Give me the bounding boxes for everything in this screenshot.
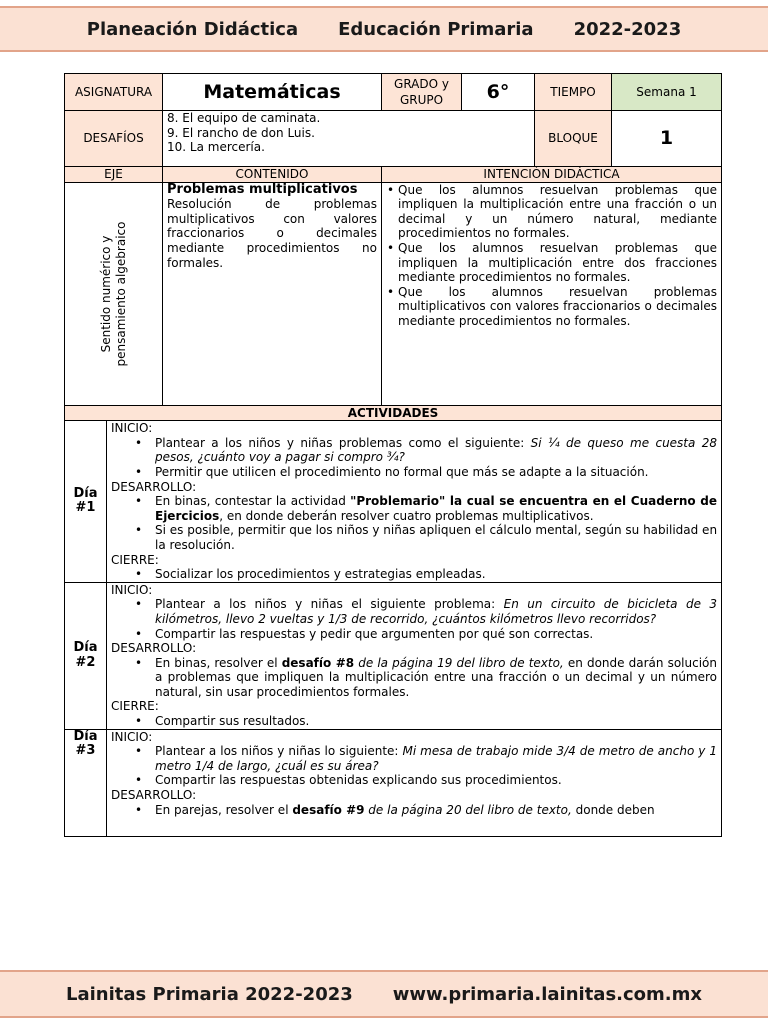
desafio-item: 8. El equipo de caminata. — [167, 111, 321, 125]
desarrollo-item: • Si es posible, permitir que los niños y niñas apliquen el cálculo mental, según su habilidad en la resolución. — [155, 523, 717, 552]
info-row-2 — [65, 111, 722, 167]
actividades-header: ACTIVIDADES — [65, 405, 722, 421]
cierre-label: CIERRE: — [111, 552, 159, 567]
header-year: 2022-2023 — [573, 18, 682, 40]
desarrollo-label: DESARROLLO: — [111, 641, 197, 656]
bloque-label: BLOQUE — [535, 111, 612, 167]
footer-url: www.primaria.lainitas.com.mx — [392, 983, 702, 1005]
desarrollo-list — [111, 494, 717, 552]
day-label: Día #3 — [65, 729, 107, 836]
desafio-item: 10. La mercería. — [167, 140, 265, 155]
cierre-list — [111, 714, 717, 729]
tiempo-label: TIEMPO — [535, 74, 612, 111]
info-row-1 — [65, 74, 722, 111]
intencion-item: • Que los alumnos resuelvan problemas que impliquen la multiplicación entre una fracción o un decimal y un número natural, mediante procedimientos no formales. — [398, 183, 717, 241]
inicio-list — [111, 744, 717, 788]
contenido-text: Resolución de problemas multiplicativos con valores fraccionarios o decimales mediante procedimientos no formales. — [167, 197, 378, 270]
day-row — [65, 582, 722, 729]
inicio-item: • Permitir que utilicen el procedimiento no formal que más se adapte a la situación. — [155, 465, 717, 480]
footer-left: Lainitas Primaria 2022-2023 — [66, 983, 353, 1005]
day-activities — [107, 421, 722, 583]
day-label: Día #2 — [65, 582, 107, 729]
planning-table — [64, 73, 722, 837]
asignatura-value: Matemáticas — [163, 74, 382, 111]
inicio-list — [111, 597, 717, 641]
desarrollo-list — [111, 656, 717, 700]
cierre-item: • Socializar los procedimientos y estrategias empleadas. — [155, 567, 717, 582]
intencion-item: • Que los alumnos resuelvan problemas que impliquen la multiplicación entre dos fracciones mediante procedimientos no formales. — [398, 241, 717, 285]
grado-label: GRADO y GRUPO — [382, 74, 462, 111]
inicio-item: • Compartir las respuestas obtenidas explicando sus procedimientos. — [155, 773, 717, 788]
desarrollo-label: DESARROLLO: — [111, 479, 197, 494]
contenido-cell — [163, 182, 382, 405]
desarrollo-list — [111, 803, 717, 818]
cierre-item: • Compartir sus resultados. — [155, 714, 717, 729]
inicio-label: INICIO: — [111, 582, 153, 597]
desarrollo-item: • En binas, contestar la actividad "Problemario" la cual se encuentra en el Cuaderno de Ejercicios, en donde deberán resolver cuatro problemas multiplicativos. — [155, 494, 717, 523]
desafio-item: 9. El rancho de don Luis. — [167, 125, 315, 140]
day-row — [65, 421, 722, 583]
eje-text: Sentido numérico y pensamiento algebraico — [98, 221, 128, 367]
cierre-label: CIERRE: — [111, 699, 159, 714]
inicio-item: • Plantear a los niños y niñas lo siguiente: Mi mesa de trabajo mide 3/4 de metro de ancho y 1 metro 1/4 de largo, ¿cuál es su área? — [155, 744, 717, 773]
contenido-title: Problemas multiplicativos — [167, 181, 358, 197]
intencion-header: INTENCIÓN DIDÁCTICA — [382, 167, 722, 183]
inicio-item: • Compartir las respuestas y pedir que argumenten por qué son correctas. — [155, 627, 717, 642]
desafios-list — [163, 111, 535, 167]
inicio-label: INICIO: — [111, 729, 153, 744]
bloque-value: 1 — [612, 111, 722, 167]
day-label: Día #1 — [65, 421, 107, 583]
desafios-label: DESAFÍOS — [65, 111, 163, 167]
header-banner — [0, 6, 768, 52]
header-title: Planeación Didáctica — [86, 18, 299, 40]
asignatura-label: ASIGNATURA — [65, 74, 163, 111]
desarrollo-item: • En parejas, resolver el desafío #9 de la página 20 del libro de texto, donde deben — [155, 803, 717, 818]
columns-header-row — [65, 167, 722, 183]
actividades-header-row — [65, 405, 722, 421]
day-activities — [107, 729, 722, 836]
intencion-item: • Que los alumnos resuelvan problemas multiplicativos con valores fraccionarios o decimales mediante procedimientos no formales. — [398, 285, 717, 329]
content-row — [65, 182, 722, 405]
day-activities — [107, 582, 722, 729]
tiempo-value: Semana 1 — [612, 74, 722, 111]
inicio-item: • Plantear a los niños y niñas el siguiente problema: En un circuito de bicicleta de 3 kilómetros, llevo 2 vueltas y 1/3 de recorrido, ¿cuántos kilómetros llevo recorridos? — [155, 597, 717, 626]
eje-header: EJE — [65, 167, 163, 183]
desarrollo-label: DESARROLLO: — [111, 788, 197, 803]
contenido-header: CONTENIDO — [163, 167, 382, 183]
desarrollo-item: • En binas, resolver el desafío #8 de la página 19 del libro de texto, en donde darán solución a problemas que impliquen la multiplicación entre una fracción o un decimal y un número natural, sin usar procedimientos formales. — [155, 656, 717, 700]
eje-cell — [65, 182, 163, 405]
day-row — [65, 729, 722, 836]
inicio-item: • Plantear a los niños y niñas problemas como el siguiente: Si ¼ de queso me cuesta 28 pesos, ¿cuánto voy a pagar si compro ¾? — [155, 436, 717, 465]
inicio-list — [111, 436, 717, 480]
grado-value: 6° — [462, 74, 535, 111]
cierre-list — [111, 567, 717, 582]
header-level: Educación Primaria — [338, 18, 534, 40]
inicio-label: INICIO: — [111, 421, 153, 436]
intencion-cell — [382, 182, 722, 405]
intencion-list — [386, 183, 717, 329]
footer-banner — [0, 970, 768, 1018]
